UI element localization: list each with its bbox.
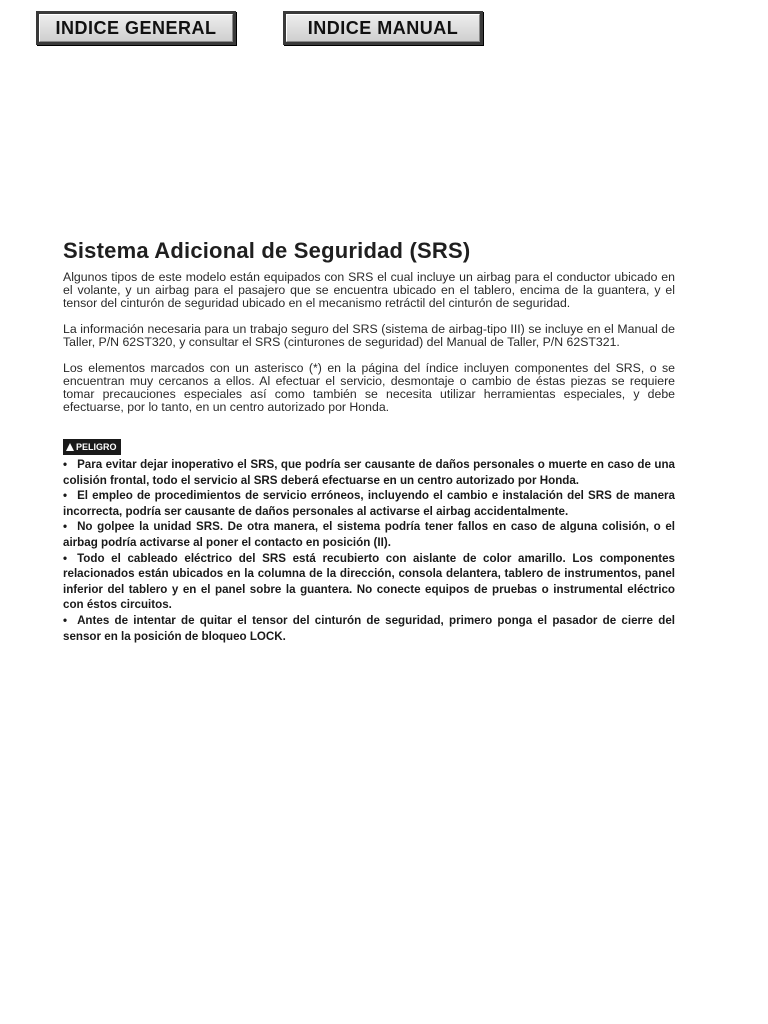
- danger-item: [63, 457, 675, 488]
- danger-item: [63, 551, 675, 613]
- warning-triangle-icon: [66, 443, 74, 451]
- danger-item-text: Antes de intentar de quitar el tensor del cinturón de seguridad, primero ponga el pasador de cierre del sensor en la posición de bloqueo LOCK.: [63, 613, 675, 643]
- danger-label: PELIGRO: [76, 442, 117, 452]
- danger-item: [63, 613, 675, 644]
- bullet-mark: •: [63, 458, 68, 471]
- danger-badge: [63, 439, 121, 455]
- danger-item: [63, 488, 675, 519]
- indice-general-label: INDICE GENERAL: [39, 14, 233, 42]
- indice-manual-label: INDICE MANUAL: [286, 14, 480, 42]
- danger-item-text: Para evitar dejar inoperativo el SRS, que podría ser causante de daños personales o muerte en caso de una colisión frontal, todo el servicio al SRS deberá efectuarse en un centro autorizado por Honda.: [63, 458, 675, 487]
- intro-paragraph: Algunos tipos de este modelo están equipados con SRS el cual incluye un airbag para el conductor ubicado en el volante, y un airbag para el pasajero que se encuentra ubicado en el tablero, encima de la guantera, y el tensor del cinturón de seguridad ubicado en el mecanismo retráctil del cinturón de seguridad.: [63, 270, 675, 310]
- danger-item-text: No golpee la unidad SRS. De otra manera, el sistema podría tener fallos en caso de alguna colisión, o el airbag podría activarse al poner el contacto en posición (II).: [63, 520, 675, 549]
- indice-general-button[interactable]: [36, 11, 236, 45]
- bullet-mark: •: [63, 520, 68, 534]
- asterisk-paragraph: Los elementos marcados con un asterisco (*) en la página del índice incluyen componentes del SRS, o se encuentran muy cercanos a ellos. Al efectuar el servicio, desmontaje o cambio de éstas piezas se requiere tomar precauciones especiales así como también se necesita utilizar herramientas especiales, y debe efectuarse, por lo tanto, en un centro autorizado por Honda.: [63, 361, 675, 414]
- manual-reference-paragraph: La información necesaria para un trabajo seguro del SRS (sistema de airbag-tipo III) se incluye en el Manual de Taller, P/N 62ST320, y consultar el SRS (cinturones de seguridad) del Manual de Taller, P/N 62ST321.: [63, 322, 675, 349]
- bullet-mark: •: [63, 489, 68, 503]
- danger-item-text: El empleo de procedimientos de servicio erróneos, incluyendo el cambio e instalación del SRS de manera incorrecta, podría ser causante de daños personales al activarse el airbag accidentalmente.: [63, 489, 675, 518]
- bullet-mark: •: [63, 613, 68, 627]
- danger-item-text: Todo el cableado eléctrico del SRS está recubierto con aislante de color amarillo. Los componentes relacionados están ubicados en la columna de la dirección, consola delantera, tablero de instrumentos, panel inferior del tablero y en el panel sobre la guantera. No conecte equipos de pruebas o instrumental eléctrico con éstos circuitos.: [63, 551, 675, 612]
- indice-manual-button[interactable]: [283, 11, 483, 45]
- bullet-mark: •: [63, 551, 68, 565]
- danger-list: [63, 457, 675, 644]
- danger-item: [63, 519, 675, 550]
- srs-section: [63, 238, 675, 644]
- page-title: Sistema Adicional de Seguridad (SRS): [63, 238, 471, 263]
